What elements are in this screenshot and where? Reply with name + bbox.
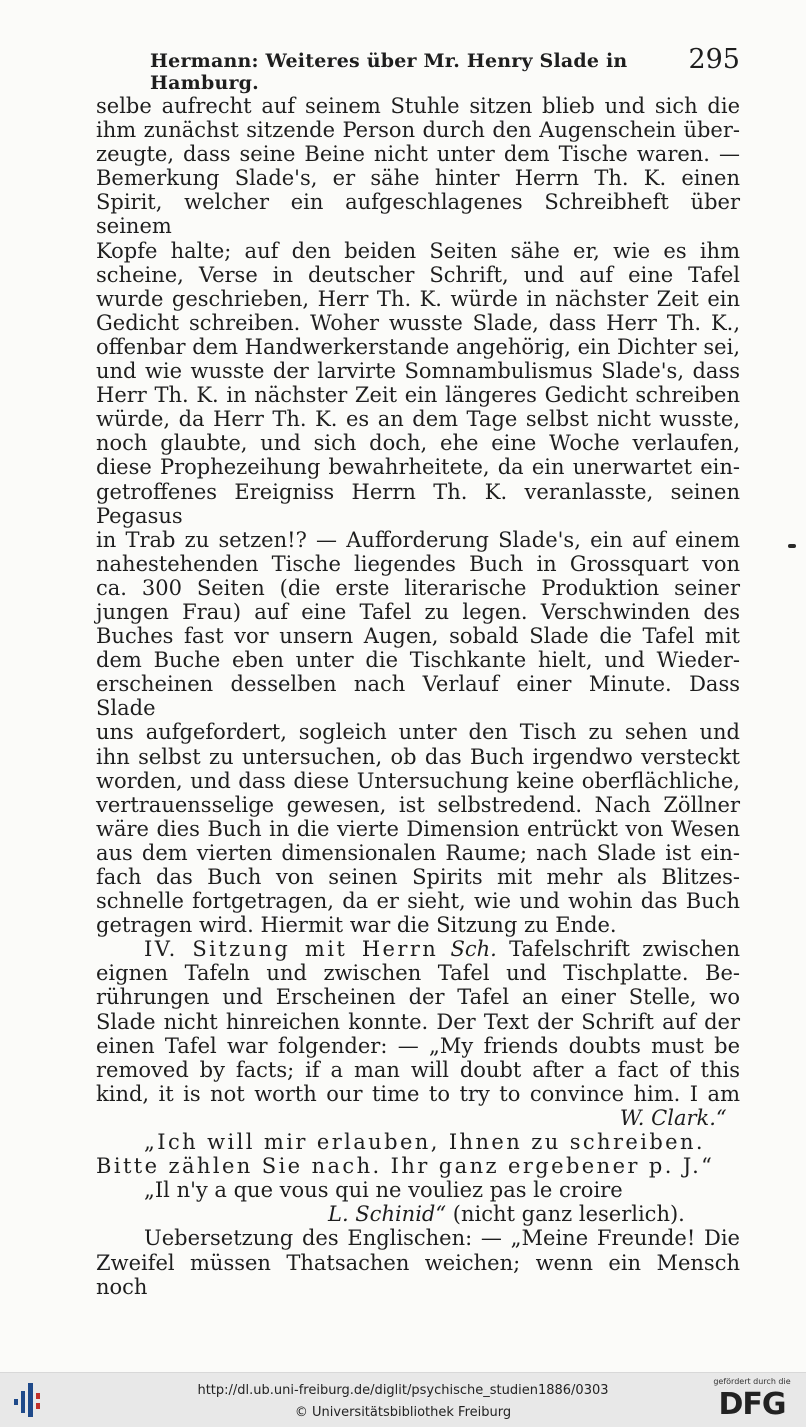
paragraph-1-line: nahestehenden Tische liegendes Buch in Grossquart von — [96, 551, 740, 576]
document-url[interactable]: http://dl.ub.uni-freiburg.de/diglit/psychische_studien1886/0303 — [197, 1383, 609, 1398]
page-number: 295 — [688, 44, 740, 75]
paragraph-1-line: wurde geschrieben, Herr Th. K. würde in nächster Zeit ein — [96, 286, 740, 311]
quote-german-1: „Ich will mir erlauben, Ihnen zu schreiben. — [144, 1130, 706, 1155]
paragraph-1 — [96, 94, 740, 937]
paragraph-1-line: Bemerkung Slade's, er sähe hinter Herrn Th. K. einen — [96, 166, 740, 191]
paragraph-1-line: ihn selbst zu untersuchen, ob das Buch irgendwo versteckt — [96, 744, 740, 769]
signature-clark — [96, 1106, 740, 1130]
dfg-logo-icon[interactable] — [706, 1377, 798, 1425]
paragraph-1-line: vertrauensselige gewesen, ist selbstredend. Nach Zöllner — [96, 792, 740, 817]
paragraph-2 — [96, 937, 740, 1106]
paragraph-2-line: eignen Tafeln und zwischen Tafel und Tischplatte. Be- — [96, 961, 740, 986]
paragraph-1-line: fach das Buch von seinen Spirits mit mehr als Blitzes- — [96, 865, 740, 889]
paragraph-1-line: offenbar dem Handwerkerstande angehörig, ein Dichter sei, — [96, 334, 740, 359]
quote-german-2: Bitte zählen Sie nach. Ihr ganz ergebener p. J.“ — [96, 1154, 715, 1179]
paragraph-2-line: kind, it is not worth our time to try to convince him. I am — [96, 1081, 740, 1106]
paragraph-1-line: worden, und dass diese Untersuchung keine oberflächliche, — [96, 768, 740, 793]
body-text — [96, 94, 740, 1299]
translation-line: Uebersetzung des Englischen: — „Meine Freunde! Die — [144, 1226, 740, 1251]
paragraph-1-line: Kopfe halte; auf den beiden Seiten sähe er, wie es ihm — [96, 238, 740, 263]
paragraph-2-text: Tafelschrift zwischen — [509, 937, 740, 962]
signature-schinid — [96, 1202, 740, 1226]
paragraph-1-line: noch glaubte, und sich doch, ehe eine Woche verlaufen, — [96, 431, 740, 456]
funder-caption: gefördert durch die — [713, 1377, 791, 1386]
paragraph-1-line: Spirit, welcher ein aufgeschlagenes Schreibheft über seinem — [96, 190, 740, 239]
viewer-footer — [0, 1372, 806, 1427]
paragraph-1-line: schnelle fortgetragen, da er sieht, wie und wohin das Buch — [96, 889, 740, 914]
translation-line: Zweifel müssen Thatsachen weichen; wenn ein Mensch noch — [96, 1250, 740, 1299]
paragraph-1-line: ihm zunächst sitzende Person durch den Augenschein über- — [96, 118, 740, 143]
copyright: © Universitätsbibliothek Freiburg — [294, 1405, 512, 1420]
paragraph-2-line: removed by facts; if a man will doubt after a fact of this — [96, 1057, 740, 1082]
paragraph-1-line: in Trab zu setzen!? — Aufforderung Slade's, ein auf einem — [96, 527, 740, 552]
paragraph-1-line: Buches fast vor unsern Augen, sobald Slade die Tafel mit — [96, 624, 740, 649]
paragraph-2-line: Slade nicht hinreichen konnte. Der Text der Schrift auf der — [96, 1009, 740, 1034]
paragraph-1-line: uns aufgefordert, sogleich unter den Tisch zu sehen und — [96, 720, 740, 745]
paragraph-1-line: getragen wird. Hiermit war die Sitzung zu Ende. — [96, 913, 617, 938]
paragraph-1-line: dem Buche eben unter die Tischkante hielt, und Wieder- — [96, 648, 740, 673]
paragraph-2-line: rührungen und Erscheinen der Tafel an einer Stelle, wo — [96, 985, 740, 1010]
dfg-logo-text: DFG — [718, 1387, 786, 1422]
session-heading-name: Sch. — [450, 937, 497, 962]
paragraph-1-line: jungen Frau) auf eine Tafel zu legen. Verschwinden des — [96, 599, 740, 624]
paragraph-1-line: zeugte, dass seine Beine nicht unter dem Tische waren. — — [96, 142, 740, 167]
margin-mark — [788, 544, 796, 548]
quote-french: „Il n'y a que vous qui ne vouliez pas le croire — [144, 1178, 623, 1203]
paragraph-2-lines — [96, 961, 740, 1106]
paragraph-1-line: erscheinen desselben nach Verlauf einer Minute. Dass Slade — [96, 672, 740, 721]
signature-note: (nicht ganz leserlich). — [452, 1202, 685, 1227]
paragraph-2-line: einen Tafel war folgender: — „My friends doubts must be — [96, 1033, 740, 1058]
paragraph-translation — [96, 1226, 740, 1298]
paragraph-1-line: Herr Th. K. in nächster Zeit ein längeres Gedicht schreiben — [96, 383, 740, 408]
paragraph-1-line: ca. 300 Seiten (die erste literarische Produktion seiner — [96, 575, 740, 600]
paragraph-1-line: wäre dies Buch in die vierte Dimension entrückt von Wesen — [96, 816, 740, 841]
paragraph-1-line: diese Prophezeihung bewahrheitete, da ein unerwartet ein- — [96, 455, 740, 480]
running-title: Hermann: Weiteres über Mr. Henry Slade in Hamburg. — [150, 50, 628, 94]
session-heading: IV. Sitzung mit Herrn — [144, 937, 439, 962]
signature-clark-text: W. Clark.“ — [619, 1105, 727, 1130]
paragraph-1-line: würde, da Herr Th. K. es an dem Tage selbst nicht wusste, — [96, 407, 740, 432]
paragraph-1-line: und wie wusste der larvirte Somnambulismus Slade's, dass — [96, 359, 740, 384]
page-header — [150, 44, 740, 94]
paragraph-1-line: scheine, Verse in deutscher Schrift, und auf eine Tafel — [96, 262, 740, 287]
paragraph-1-line: Gedicht schreiben. Woher wusste Slade, dass Herr Th. K., — [96, 310, 740, 335]
signature-schinid-text: L. Schinid“ — [328, 1202, 447, 1227]
paragraph-1-line: selbe aufrecht auf seinem Stuhle sitzen blieb und sich die — [96, 94, 740, 118]
paragraph-1-line: getroffenes Ereigniss Herrn Th. K. veranlasste, seinen Pegasus — [96, 479, 740, 528]
paragraph-1-line: aus dem vierten dimensionalen Raume; nach Slade ist ein- — [96, 840, 740, 865]
